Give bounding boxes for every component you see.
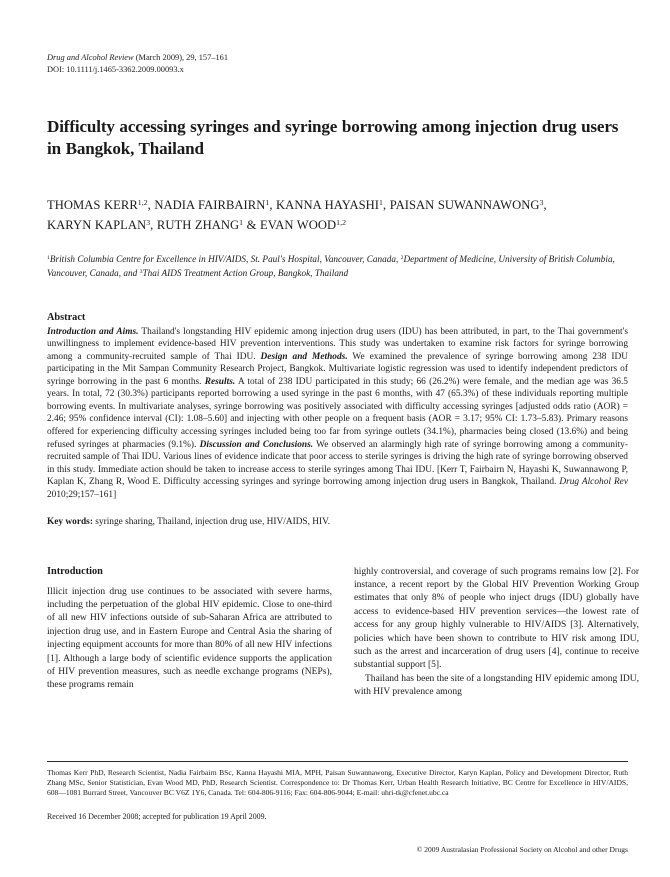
keywords-values: syringe sharing, Thailand, injection drug use, HIV/AIDS, HIV. bbox=[92, 517, 331, 528]
body-columns bbox=[47, 565, 639, 699]
author-fairbairn-affiliation-marker: 1 bbox=[265, 197, 270, 207]
author-hayashi-affiliation-marker: 1 bbox=[379, 197, 383, 207]
author-wood-affiliation-marker: 1,2 bbox=[336, 217, 347, 227]
keywords-line bbox=[47, 516, 628, 529]
abstract-citation-detail: 2010;29;157–161] bbox=[47, 489, 117, 500]
author-suwannawong-affiliation-marker: 3 bbox=[539, 197, 544, 207]
affiliation-1: British Columbia Centre for Excellence in HIV/AIDS, St. Paul's Hospital, Vancouver, Canada, bbox=[49, 254, 401, 265]
author-kaplan-affiliation-marker: 3 bbox=[146, 217, 151, 227]
abstract-text-results: A total of 238 IDU participated in this study; 66 (26.2%) were female, and the median age was 36.5 years. In total, 72 (30.3%) participants reported borrowing a used syringe in the past 6 months, with 47 (65.3%) of these individuals reporting multiple borrowing events. In multivariate analyses, syringe borrowing was positively associated with difficulty accessing syringes [adjusted odds ratio (AOR) = 2.46; 95% confidence interval (CI): 1.08–5.60] and injecting with other people on a frequent basis (AOR = 3.17; 95% CI: 1.73–5.83). Primary reasons offered for experiencing difficulty accessing syringes included being too far from syringe outlets (34.1%), pharmacies being closed (13.6%) and being refused syringes at pharmacies (9.1%). bbox=[47, 376, 628, 450]
abstract-text-discussion: We observed an alarmingly high rate of syringe borrowing among a community-recruited sample of Thai IDU. Various lines of evidence indicate that poor access to sterile syringes is driving the high rate of syringe borrowing observed in this study. Immediate action should be taken to increase access to sterile syringes among Thai IDU. [Kerr T, Fairbairn N, Hayashi K, Suwannawong P, Kaplan K, Zhang R, Wood E. Difficulty accessing syringes and syringe borrowing among injection drug users in Bangkok, Thailand. bbox=[47, 439, 628, 488]
affiliation-2: Department of Medicine, University of British Columbia, Vancouver, Canada, and bbox=[47, 254, 615, 279]
abstract-label-results: Results. bbox=[204, 376, 236, 387]
abstract-label-design: Design and Methods. bbox=[260, 351, 348, 362]
column-left bbox=[47, 566, 332, 699]
affiliation-marker-2: 2 bbox=[400, 255, 404, 262]
journal-issue: (March 2009), 29, 157–161 bbox=[133, 53, 229, 62]
abstract-body bbox=[47, 326, 628, 502]
introduction-left-text bbox=[47, 586, 332, 693]
received-date-line: Received 16 December 2008; accepted for publication 19 April 2009. bbox=[47, 811, 267, 821]
author-hayashi: , KANNA HAYASHI bbox=[269, 198, 380, 212]
author-notes: Thomas Kerr PhD, Research Scientist, Nadia Fairbairn BSc, Kanna Hayashi MIA, MPH, Paisan Suwannawong, Executive Director, Karyn Kaplan, Policy and Development Director, Ruth Zhang MSc, Senior Statistician, Evan Wood MD, PhD, Research Scientist. Correspondence to: Dr Thomas Kerr, Urban Health Research Initiative, BC Centre for Excellence in HIV/AIDS, 608—1081 Burrard Street, Vancouver BC V6Z 1Y6, Canada. Tel: 604-806-9116; Fax: 604-806-9044; E-mail: uhri-tk@cfenet.ubc.ca bbox=[47, 767, 628, 798]
abstract-heading: Abstract bbox=[47, 311, 86, 323]
author-suwannawong: , PAISAN SUWANNAWONG bbox=[383, 198, 540, 212]
footnote-divider bbox=[47, 761, 628, 762]
author-fairbairn: , NADIA FAIRBAIRN bbox=[147, 198, 266, 212]
doi-line: DOI: 10.1111/j.1465-3362.2009.00093.x bbox=[47, 65, 184, 75]
author-zhang: , RUTH ZHANG bbox=[150, 217, 240, 232]
abstract-text-introduction: Thailand's longstanding HIV epidemic among injection drug users (IDU) has been attributed, in part, to the Thai government's unwillingness to implement evidence-based HIV prevention interventions. This study was undertaken to examine risk factors for syringe borrowing among a community-recruited sample of Thai IDU. bbox=[47, 326, 628, 362]
paragraph: Thailand has been the site of a longstanding HIV epidemic among IDU, with HIV prevalence among bbox=[354, 673, 639, 697]
affiliation-3: Thai AIDS Treatment Action Group, Bangkok, Thailand bbox=[142, 268, 349, 279]
section-heading-introduction: Introduction bbox=[47, 565, 103, 577]
abstract-text-design: We examined the prevalence of syringe borrowing among 238 IDU participating in the Mit Sampan Community Research Project, Bangkok. Multivariate logistic regression was used to identify independent predictors of syringe borrowing in the past 6 months. bbox=[47, 351, 629, 387]
author-kaplan: KARYN KAPLAN bbox=[47, 217, 147, 232]
affiliation-marker-3: 3 bbox=[139, 269, 143, 276]
column-right bbox=[354, 566, 639, 699]
author-separator: , bbox=[543, 198, 547, 212]
author-kerr-affiliation-marker: 1,2 bbox=[137, 197, 148, 207]
author-list bbox=[47, 196, 628, 235]
page-footer bbox=[47, 761, 628, 855]
abstract-label-discussion: Discussion and Conclusions. bbox=[199, 439, 314, 450]
abstract-citation-journal: Drug Alcohol Rev bbox=[559, 477, 628, 488]
paragraph: highly controversial, and coverage of such programs remains low [2]. For instance, a recent report by the Global HIV Prevention Working Group estimates that only 8% of people who inject drugs (IDU) globally have access to evidence-based HIV prevention services—the lowest rate of access for any group highly vulnerable to HIV/AIDS [3]. Alternatively, policies which have been shown to contribute to HIV risk among IDU, such as the arrest and incarceration of drug users [4], continue to receive substantial support [5]. bbox=[354, 566, 639, 671]
affiliation-marker-1: 1 bbox=[47, 255, 50, 262]
affiliations bbox=[47, 252, 628, 280]
keywords-label: Key words: bbox=[47, 517, 93, 528]
author-kerr: THOMAS KERR bbox=[47, 198, 138, 212]
article-title: Difficulty accessing syringes and syringe borrowing among injection drug users in Bangkok, Thailand bbox=[47, 116, 619, 159]
author-wood: & EVAN WOOD bbox=[243, 217, 337, 232]
introduction-right-text bbox=[354, 566, 639, 699]
author-zhang-affiliation-marker: 1 bbox=[239, 217, 244, 227]
journal-name: Drug and Alcohol Review bbox=[47, 53, 134, 62]
copyright-line: © 2009 Australasian Professional Society on Alcohol and other Drugs bbox=[416, 844, 628, 854]
running-head bbox=[47, 52, 628, 77]
paragraph: Illicit injection drug use continues to be associated with severe harms, including the perpetuation of the global HIV epidemic. Close to one-third of all new HIV infections outside of sub-Saharan Africa are attributed to injection drug use, and in Eastern Europe and Central Asia the sharing of injecting equipment accounts for more than 80% of all new HIV infections [1]. Although a large body of scientific evidence supports the application of HIV prevention measures, such as needle exchange programs (NEPs), these programs remain bbox=[47, 586, 332, 691]
abstract-label-introduction: Introduction and Aims. bbox=[47, 326, 139, 337]
